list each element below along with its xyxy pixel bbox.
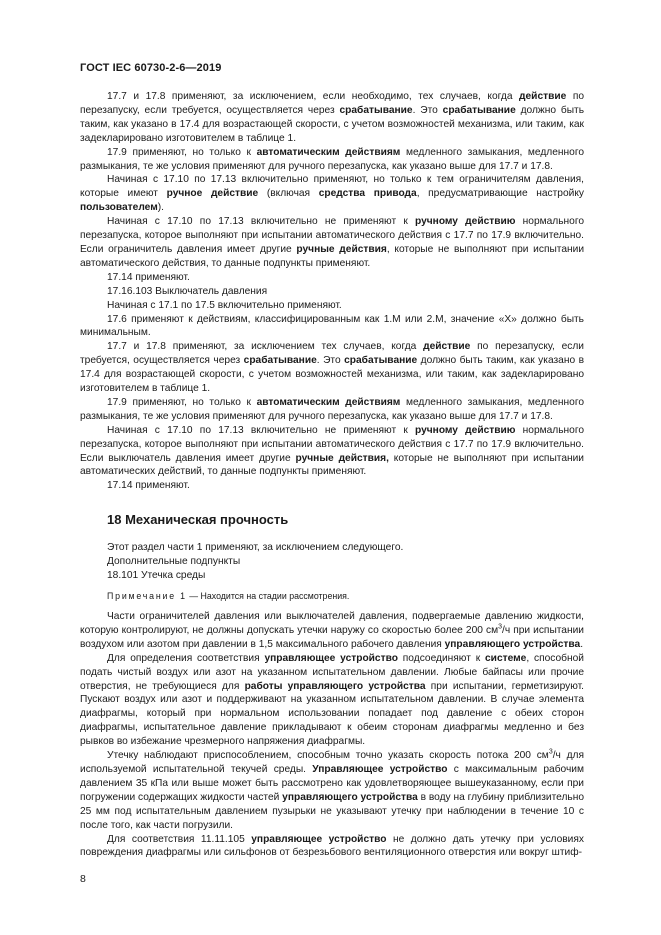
term-bold: ручное действие xyxy=(166,188,259,200)
text-run: Начиная с 17.10 по 17.13 включительно не применяют к xyxy=(107,216,415,228)
section-heading: 18 Механическая прочность xyxy=(107,512,289,528)
term-bold: средства привода xyxy=(318,188,417,200)
text-run: 17.6 применяют к действиям, классифицированным как 1.М или 2.М, значение «X» должно быть минимальным. xyxy=(80,313,584,339)
subsection-title: Дополнительные подпункты xyxy=(107,556,241,568)
paragraph xyxy=(80,271,584,285)
paragraph xyxy=(80,340,584,396)
text-run: по перезапуску, если требуется, осуществляется через xyxy=(80,341,584,367)
text-run: 17.14 применяют. xyxy=(107,271,190,283)
text-run: 17.16.103 Выключатель давления xyxy=(107,285,268,297)
text-run: должно быть таким, как указано в 17.4 для возрастающей скорости, с учетом возможностей механизма, или таким, как задекларировано изготовителем в таблице 1. xyxy=(80,104,584,144)
text-run: должно быть таким, как указано в 17.4 для возрастающей скорости, с учетом возможностей механизма, или таким, как задекларировано изготовителем в таблице 1. xyxy=(80,355,585,395)
text-run: , способной подать чистый воздух или азот на указанном испытательном давлении. Любые байпасы или прочие отверстия, не требующиеся для xyxy=(80,652,584,692)
paragraph xyxy=(80,610,584,652)
text-run: по перезапуску, если требуется, осуществляется через xyxy=(80,91,585,116)
term-bold: срабатывание xyxy=(442,104,516,116)
term-bold: ручные действия xyxy=(296,243,387,255)
text-run: медленного замыкания, медленного размыкания, те же условия применяют для ручного перезапуска, как указано выше для 17.7 и 17.8. xyxy=(80,146,584,172)
text-run: . Это xyxy=(412,104,443,116)
text-run: (включая xyxy=(258,188,319,200)
paragraph xyxy=(80,749,584,832)
text-run: нормального перезапуска, которое выполняют при испытании автоматического действия с 17.7 по 17.9 включительно. Если выключатель давления имеет другие xyxy=(80,424,585,464)
clause-title: 18.101 Утечка среды xyxy=(107,570,206,582)
text-run: 17.7 и 17.8 применяют, за исключением тех случаев, когда xyxy=(107,341,424,353)
text-run: которые не выполняют при испытании автоматических действий, то данные подпункты применяют. xyxy=(80,452,584,478)
text-run: /ч для используемой испытательной текучей среды. xyxy=(80,750,585,775)
section-17-text xyxy=(80,90,584,493)
superscript: 3 xyxy=(498,623,502,631)
text-run: Части ограничителей давления или выключателей давления, подвергаемые давлению жидкости, которую контролируют, не должны допускать утечки наружу со скоростью более 200 см xyxy=(80,611,584,636)
term-bold: автоматическим действиям xyxy=(256,396,401,408)
text-run: /ч при испытании воздухом или азотом при давлении в 1,5 максимального рабочего давления xyxy=(80,624,584,650)
term-bold: пользователем xyxy=(80,202,158,214)
paragraph xyxy=(80,146,584,174)
text-run: , которые не выполняют при испытании автоматического действия, то данные подпункты применяют. xyxy=(80,243,585,269)
term-bold: срабатывание xyxy=(339,104,413,116)
paragraph xyxy=(80,285,584,299)
text-run: , предусматривающие настройку xyxy=(416,188,584,200)
paragraph xyxy=(80,833,584,861)
paragraph xyxy=(80,313,584,341)
text-run: 17.14 применяют. xyxy=(107,480,190,492)
term-bold: управляющее устройство xyxy=(251,833,387,845)
paragraph xyxy=(80,173,584,215)
term-bold: действие xyxy=(423,341,471,353)
text-run: не должно дать утечку при условиях повреждения диафрагмы или сильфонов от безрезьбового вентиляционного отверстия или вокруг штиф- xyxy=(80,833,584,859)
paragraph xyxy=(80,424,584,480)
text-run: 17.7 и 17.8 применяют, за исключением, если необходимо, тех случаев, когда xyxy=(107,91,520,102)
term-bold: работы управляющего устройства xyxy=(244,680,426,692)
note-label: Примечание 1 xyxy=(107,591,187,601)
text-run: 17.9 применяют, но только к xyxy=(107,396,257,408)
paragraph xyxy=(80,299,584,313)
term-bold: ручному действию xyxy=(415,216,516,228)
paragraph xyxy=(80,90,584,146)
term-bold: срабатывание xyxy=(243,355,317,367)
text-run: Утечку наблюдают приспособлением, способным точно указать скорость потока 200 см xyxy=(107,750,549,762)
section-18-text xyxy=(80,610,584,860)
note-text: — Находится на стадии рассмотрения. xyxy=(186,591,350,601)
term-bold: срабатывание xyxy=(344,355,418,367)
paragraph xyxy=(80,396,584,424)
text-run: с максимальным рабочим давлением 35 кПа или выше может быть рассмотрено как удовлетворяющее вышеуказанному, если при погружении содержащих жидкости частей xyxy=(80,763,584,803)
text-run: медленного замыкания, медленного размыкания, те же условия применяют для ручного перезапуска, как указано выше для 17.7 и 17.8. xyxy=(80,396,584,422)
term-bold: действие xyxy=(519,91,567,102)
text-run: Для определения соответствия xyxy=(107,652,265,664)
page-body xyxy=(80,90,584,860)
text-run: ). xyxy=(157,202,164,214)
paragraph xyxy=(80,652,584,749)
document-header: ГОСТ IEC 60730-2-6—2019 xyxy=(80,62,222,74)
text-run: . Это xyxy=(316,355,345,367)
text-run: Начиная с 17.1 по 17.5 включительно применяют. xyxy=(107,299,342,311)
page-number: 8 xyxy=(80,873,86,885)
term-bold: Управляющее устройство xyxy=(312,763,448,775)
term-bold: управляющего устройства xyxy=(444,638,581,650)
text-run: Начиная с 17.10 по 17.13 включительно не применяют к xyxy=(107,424,415,436)
note xyxy=(80,590,584,602)
term-bold: управляющее устройство xyxy=(264,652,398,664)
paragraph xyxy=(80,479,584,493)
text-run: 17.9 применяют, но только к xyxy=(107,146,257,158)
term-bold: системе xyxy=(485,652,527,664)
text-run: нормального перезапуска, которое выполняют при испытании автоматического действия с 17.7 по 17.9 включительно. Если ограничитель давления имеет другие xyxy=(80,216,585,255)
text-run: Начиная с 17.10 по 17.13 включительно применяют, но только к тем ограничителям давления, которые имеют xyxy=(80,174,584,200)
text-run: . xyxy=(580,638,584,650)
term-bold: ручному действию xyxy=(415,424,516,436)
term-bold: автоматическим действиям xyxy=(256,146,401,158)
section-intro: Этот раздел части 1 применяют, за исключением следующего. xyxy=(107,542,404,554)
paragraph xyxy=(80,215,584,271)
term-bold: управляющего устройства xyxy=(282,791,418,803)
superscript: 3 xyxy=(548,748,553,756)
text-run: при испытании, герметизируют. Пускают воздух или азот и поддерживают на указанном испытательном давлении. В случае элемента диафрагмы, который при нормальном использовании попадает под давление с обеих сторон диафрагмы, испытательное давление прикладывают к обеим сторонам диафрагмы медленно и без рывков во избежание чрезмерного напряжения диафрагмы. xyxy=(80,680,584,748)
text-run: в воду на глубину приблизительно 25 мм под испытательным давлением пузырьки не указывают утечку при наблюдении в течение 10 с после того, как части погрузили. xyxy=(80,791,584,831)
text-run: подсоединяют к xyxy=(397,652,486,664)
term-bold: ручные действия, xyxy=(295,452,389,464)
text-run: Для соответствия 11.11.105 xyxy=(107,833,252,845)
